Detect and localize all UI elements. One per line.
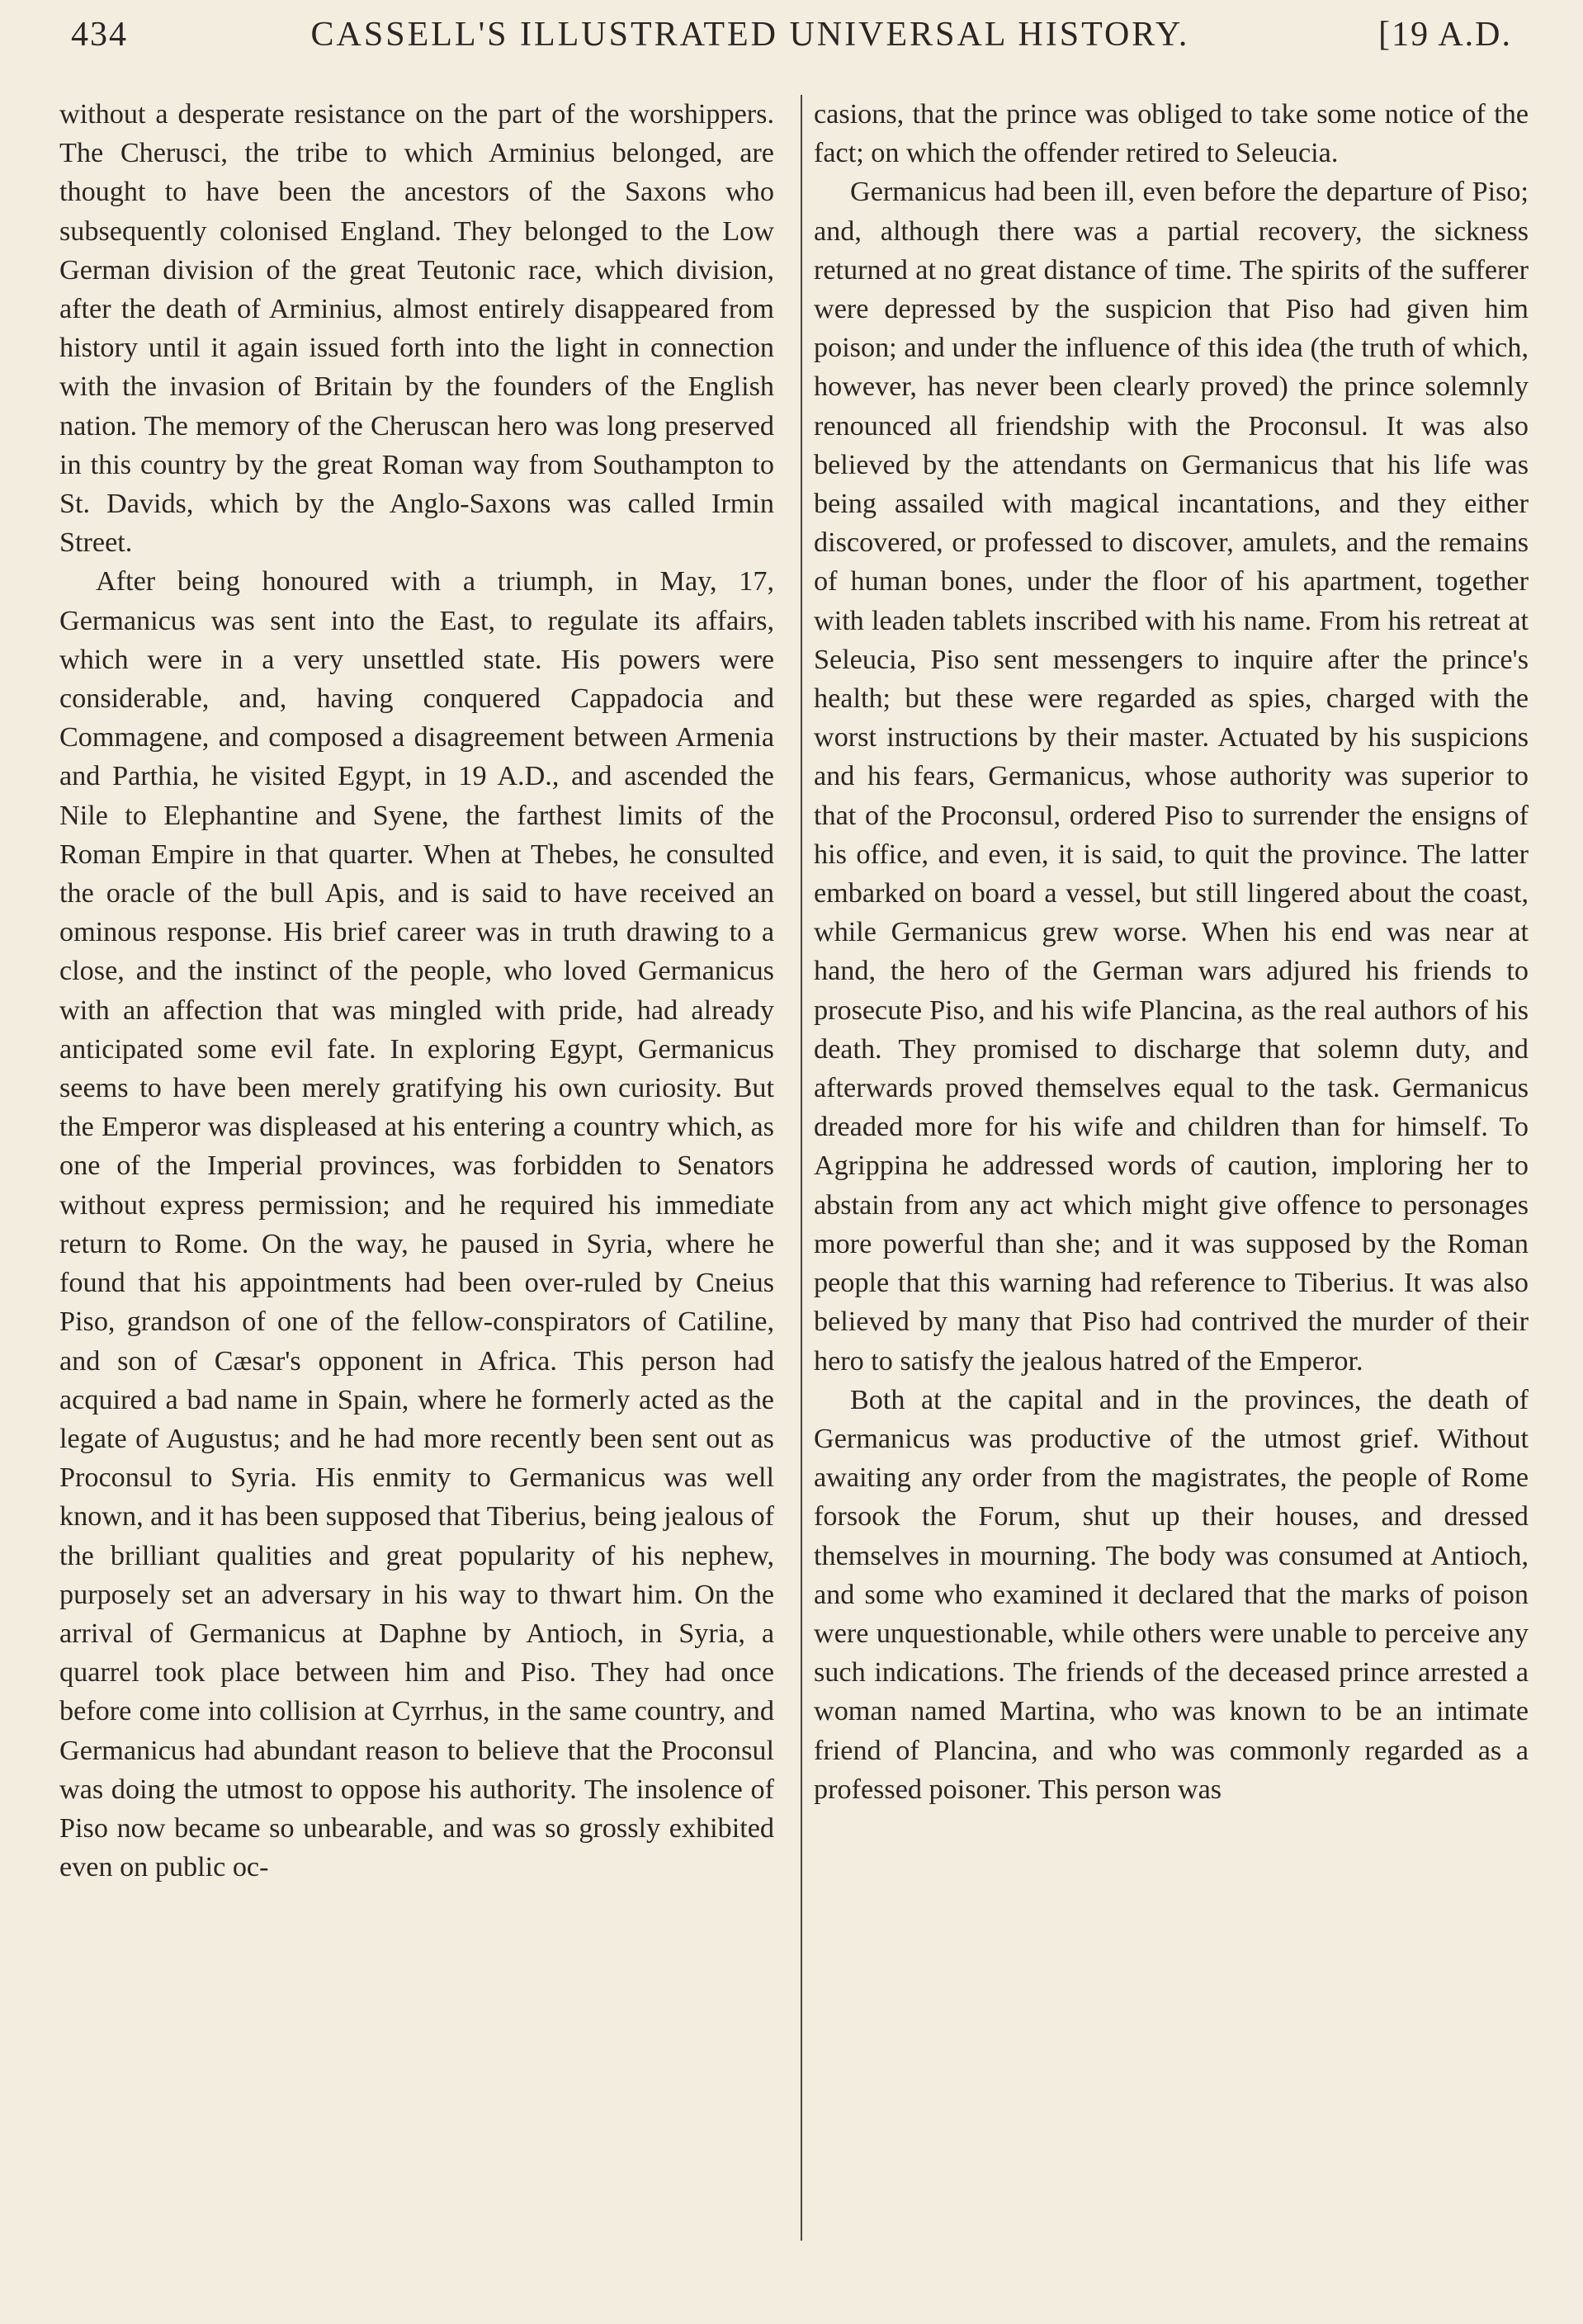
paragraph: Both at the capital and in the provinces, the death of Germanicus was productive of the utmost grief. Without awaiting any order from the magistrates, the people of Rome forsook the Forum, shut up their houses, and dressed themselves in mourning. The body was consumed at Antioch, and some who examined it declared that the marks of poison were unquestionable, while others were unable to perceive any such indications. The friends of the deceased prince arrested a woman named Martina, who was known to be an intimate friend of Plancina, and who was commonly regarded as a professed poisoner. This person was <box>814 1384 1529 1805</box>
paragraph: casions, that the prince was obliged to take some notice of the fact; on which the offender retired to Seleucia. <box>814 99 1529 169</box>
paragraph: without a desperate resistance on the part of the worshippers. The Cherusci, the tribe to which Arminius belonged, are thought to have been the ancestors of the Saxons who subsequently colonised England. They belonged to the Low German division of the great Teutonic race, which division, after the death of Arminius, almost entirely disappeared from history until it again issued forth into the light in connection with the invasion of Britain by the founders of the English nation. The memory of the Cheruscan hero was long preserved in this country by the great Roman way from Southampton to St. Davids, which by the Anglo-Saxons was called Irmin Street. <box>59 99 774 559</box>
header-date: [19 A.D. <box>1378 16 1512 54</box>
paragraph: After being honoured with a triumph, in May, 17, Germanicus was sent into the East, to regulate its affairs, which were in a very unsettled state. His powers were considerable, and, having conquered Cappadocia and Commagene, and composed a disagreement between Armenia and Parthia, he visited Egypt, in 19 A.D., and ascended the Nile to Elephantine and Syene, the farthest limits of the Roman Empire in that quarter. When at Thebes, he consulted the oracle of the bull Apis, and is said to have received an ominous response. His brief career was in truth drawing to a close, and the instinct of the people, who loved Germanicus with an affection that was mingled with pride, had already anticipated some evil fate. In exploring Egypt, Germanicus seems to have been merely gratifying his own curiosity. But the Emperor was displeased at his entering a country which, as one of the Imperial provinces, was forbidden to Senators without express permission; and he required his immediate return to Rome. On the way, he paused in Syria, where he found that his appointments had been over-ruled by Cneius Piso, grandson of one of the fellow-conspirators of Catiline, and son of Cæsar's opponent in Africa. This person had acquired a bad name in Spain, where he formerly acted as the legate of Augustus; and he had more recently been sent out as Proconsul to Syria. His enmity to Germanicus was well known, and it has been supposed that Tiberius, being jealous of the brilliant qualities and great popularity of his nephew, purposely set an adversary in his way to thwart him. On the arrival of Germanicus at Daphne by Antioch, in Syria, a quarrel took place between him and Piso. They had once before come into collision at Cyrrhus, in the same country, and Germanicus had abundant reason to believe that the Proconsul was doing the utmost to oppose his authority. The insolence of Piso now became so unbearable, and was so grossly exhibited even on public oc- <box>59 566 774 1883</box>
column-divider <box>801 95 802 2241</box>
left-column <box>59 95 774 2249</box>
text-columns <box>59 95 1537 2249</box>
paragraph: Germanicus had been ill, even before the departure of Piso; and, although there was a partial recovery, the sickness returned at no great distance of time. The spirits of the sufferer were depressed by the suspicion that Piso had given him poison; and under the influence of this idea (the truth of which, however, has never been clearly proved) the prince solemnly renounced all friendship with the Proconsul. It was also believed by the attendants on Germanicus that his life was being assailed with magical incantations, and they either discovered, or professed to discover, amulets, and the remains of human bones, under the floor of his apartment, together with leaden tablets inscribed with his name. From his retreat at Seleucia, Piso sent messengers to inquire after the prince's health; but these were regarded as spies, charged with the worst instructions by their master. Actuated by his suspicions and his fears, Germanicus, whose authority was superior to that of the Proconsul, ordered Piso to surrender the ensigns of his office, and even, it is said, to quit the province. The latter embarked on board a vessel, but still lingered about the coast, while Germanicus grew worse. When his end was near at hand, the hero of the German wars adjured his friends to prosecute Piso, and his wife Plancina, as the real authors of his death. They promised to discharge that solemn duty, and afterwards proved themselves equal to the task. Germanicus dreaded more for his wife and children than for himself. To Agrippina he addressed words of caution, imploring her to abstain from any act which might give offence to personages more powerful than she; and it was supposed by the Roman people that this warning had reference to Tiberius. It was also believed by many that Piso had contrived the murder of their hero to satisfy the jealous hatred of the Emperor. <box>814 177 1529 1377</box>
running-header <box>71 15 1512 64</box>
running-title: CASSELL'S ILLUSTRATED UNIVERSAL HISTORY. <box>310 16 1190 54</box>
right-column <box>814 95 1529 2249</box>
page-number: 434 <box>71 16 128 54</box>
